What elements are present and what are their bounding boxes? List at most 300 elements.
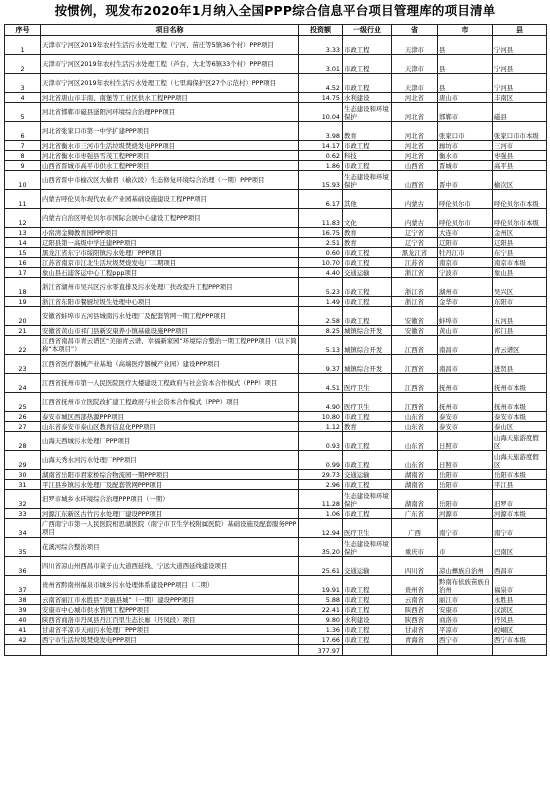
row-number-cell: 21: [5, 326, 41, 336]
city-cell: 平凉市: [438, 625, 493, 635]
investment-amount-cell: 9.37: [299, 355, 343, 374]
province-cell: 内蒙古: [392, 209, 438, 228]
investment-amount-cell: 25.61: [299, 557, 343, 576]
industry-cell: 城镇综合开发: [343, 336, 392, 355]
project-name-cell: 内蒙古呼伦贝尔现代农业产业园基础设施建设工程PPP项目: [41, 190, 299, 209]
table-row: [5, 228, 547, 238]
row-number-cell: 18: [5, 278, 41, 297]
industry-cell: 市政工程: [343, 161, 392, 171]
table-row: [5, 209, 547, 228]
row-number-cell: 23: [5, 355, 41, 374]
project-name-cell: 河源江东新区古竹污水处理厂建设PPP项目: [41, 509, 299, 519]
row-number-cell: 28: [5, 432, 41, 451]
city-cell: 岳阳市: [438, 480, 493, 490]
table-row: [5, 615, 547, 625]
project-name-cell: 内蒙古自治区呼伦贝尔市国际会展中心建设工程PPP项目: [41, 209, 299, 228]
industry-cell: 医疗卫生: [343, 393, 392, 412]
total-name-cell: [41, 645, 299, 656]
project-name-cell: 江西省医疗器械产业基地（高端医疗器械产业园）建设PPP项目: [41, 355, 299, 374]
county-cell: 金州区: [493, 228, 547, 238]
industry-cell: 市政工程: [343, 297, 392, 307]
investment-amount-cell: 14.75: [299, 93, 343, 103]
industry-cell: 市政工程: [343, 432, 392, 451]
investment-amount-cell: 9.80: [299, 615, 343, 625]
table-row: [5, 74, 547, 93]
county-cell: 崆峒区: [493, 625, 547, 635]
county-cell: 泰山区: [493, 422, 547, 432]
table-row: [5, 36, 547, 55]
city-cell: 日照市: [438, 451, 493, 470]
province-cell: 内蒙古: [392, 190, 438, 209]
province-cell: 河北省: [392, 103, 438, 122]
investment-amount-cell: 17.66: [299, 635, 343, 645]
table-row: [5, 490, 547, 509]
city-cell: 抚州市: [438, 374, 493, 393]
city-cell: 岳阳市: [438, 490, 493, 509]
project-name-cell: 江西省南昌市青云谱区“美丽青云谱、幸福新家园”环境综合整治一期工程PPP项目（以下简称“本项目”）: [42, 337, 297, 353]
county-cell: 巴南区: [493, 538, 547, 557]
table-row: [5, 519, 547, 538]
province-cell: 天津市: [392, 36, 438, 55]
city-cell: 晋城市: [438, 161, 493, 171]
row-number-cell: 17: [5, 268, 41, 278]
investment-amount-cell: 1.49: [299, 297, 343, 307]
table-row: [5, 248, 547, 258]
row-number-cell: 36: [5, 557, 41, 576]
county-cell: 福泉市: [493, 576, 547, 595]
project-name-cell: 山海天秀水河污水处理厂PPP项目: [41, 451, 299, 470]
county-cell: 象山县: [493, 268, 547, 278]
county-cell: 三河市: [493, 141, 547, 151]
county-cell: 宁河县: [493, 74, 547, 93]
county-cell: 呼伦贝尔市本级: [493, 190, 547, 209]
project-name-cell: 甘肃省平凉市天雨污水处理厂PPP项目: [41, 625, 299, 635]
investment-amount-cell: 35.20: [299, 538, 343, 557]
province-cell: 浙江省: [392, 297, 438, 307]
project-name-cell: 云南省丽江市永胜县“美丽县城”（一期）建设PPP项目: [41, 595, 299, 605]
province-cell: 天津市: [392, 55, 438, 74]
city-cell: 抚州市: [438, 393, 493, 412]
province-cell: 云南省: [392, 595, 438, 605]
investment-amount-cell: 0.99: [299, 451, 343, 470]
industry-cell: 生态建设和环境保护: [343, 171, 392, 190]
project-name-cell: 广西南宁市第一人民医院相思湖医院（南宁市卫生学校附属医院）基础设施及配套服务PPP项目: [41, 519, 299, 538]
industry-cell: 市政工程: [343, 605, 392, 615]
industry-cell: 市政工程: [343, 509, 392, 519]
city-cell: 张家口市: [438, 122, 493, 141]
row-number-cell: 8: [5, 151, 41, 161]
county-cell: 东宁县: [493, 248, 547, 258]
county-cell: 宁河县: [493, 36, 547, 55]
city-cell: 蚌埠市: [438, 307, 493, 326]
city-cell: 县: [438, 36, 493, 55]
row-number-cell: 30: [5, 470, 41, 480]
county-cell: 张家口市市本级: [493, 122, 547, 141]
county-cell: 东阳市: [493, 297, 547, 307]
table-row: [5, 412, 547, 422]
row-number-cell: 41: [5, 625, 41, 635]
table-row: [5, 93, 547, 103]
table-row: [5, 278, 547, 297]
county-cell: 泰安市本级: [493, 412, 547, 422]
row-number-cell: 3: [5, 74, 41, 93]
county-cell: 进贤县: [493, 355, 547, 374]
city-cell: 廊坊市: [438, 141, 493, 151]
province-cell: 青海省: [392, 635, 438, 645]
row-number-cell: 7: [5, 141, 41, 151]
project-name-cell: 天津市宁河区2019年农村生活污水处理工程（宁河、苗庄等5镇36个村）PPP项目: [41, 36, 299, 55]
investment-amount-cell: 8.25: [299, 326, 343, 336]
industry-cell: 教育: [343, 228, 392, 238]
investment-amount-cell: 5.13: [299, 336, 343, 355]
county-cell: 西宁市本级: [493, 635, 547, 645]
investment-amount-cell: 14.17: [299, 141, 343, 151]
project-name-cell: 平江县乡镇污水处理厂及配套管网PPP项目: [41, 480, 299, 490]
row-number-cell: 6: [5, 122, 41, 141]
investment-amount-cell: 3.33: [299, 36, 343, 55]
county-cell: 枣强县: [493, 151, 547, 161]
city-cell: 河源市: [438, 509, 493, 519]
investment-amount-cell: 0.93: [299, 432, 343, 451]
table-row: [5, 374, 547, 393]
city-cell: 黄山市: [438, 326, 493, 336]
header-county: 县: [493, 25, 547, 36]
table-row: [5, 480, 547, 490]
industry-cell: 教育: [343, 122, 392, 141]
project-name-cell: 小窑湾金狮教育园PPP项目: [41, 228, 299, 238]
project-name-cell: 泰安市城区西部热源PPP项目: [41, 412, 299, 422]
investment-amount-cell: 22.41: [299, 605, 343, 615]
industry-cell: 其他: [343, 190, 392, 209]
project-name-cell: 江西省抚州市第一人民医院医疗大楼建设工程政府与社会资本合作模式（PPP）项目: [41, 374, 299, 393]
city-cell: 大连市: [438, 228, 493, 238]
table-row: [5, 635, 547, 645]
total-county-cell: [493, 645, 547, 656]
table-row: [5, 422, 547, 432]
county-cell: 呼伦贝尔市本级: [493, 209, 547, 228]
city-cell: 晋中市: [438, 171, 493, 190]
project-name-cell: 河北省张家口市第一中学扩建PPP项目: [41, 122, 299, 141]
header-name: 项目名称: [41, 25, 299, 36]
project-name-cell: 西宁市生活垃圾焚烧发电PPP项目: [41, 635, 299, 645]
table-row: [5, 238, 547, 248]
row-number-cell: 32: [5, 490, 41, 509]
investment-amount-cell: 0.60: [299, 248, 343, 258]
total-no-cell: [5, 645, 41, 656]
county-cell: 高平县: [493, 161, 547, 171]
province-cell: 重庆市: [392, 538, 438, 557]
province-cell: 甘肃省: [392, 625, 438, 635]
city-cell: 宁波市: [438, 268, 493, 278]
project-name-cell: 山西省晋中市榆次区大榆君（榆次段）生态修复环境综合治理（一期）PPP项目: [41, 171, 299, 190]
county-cell: 南京市本级: [493, 258, 547, 268]
city-cell: 泰安市: [438, 412, 493, 422]
county-cell: 永胜县: [493, 595, 547, 605]
city-cell: 南京市: [438, 258, 493, 268]
project-name-cell: 贵州省黔南州福泉市城乡污水处理体系建设PPP项目（二期）: [41, 576, 299, 595]
project-name-cell: 陕西省商洛市丹凤县丹江百里生态长廊（丹凤段）项目: [41, 615, 299, 625]
row-number-cell: 34: [5, 519, 41, 538]
header-city: 市: [438, 25, 493, 36]
province-cell: 湖南省: [392, 470, 438, 480]
project-name-cell: 浙江省东阳市餐厨垃圾生处理中心项目: [41, 297, 299, 307]
industry-cell: 教育: [343, 238, 392, 248]
industry-cell: 市政工程: [343, 625, 392, 635]
province-cell: 安徽省: [392, 326, 438, 336]
investment-amount-cell: 2.58: [299, 307, 343, 326]
industry-cell: 交通运输: [343, 557, 392, 576]
table-row: [5, 509, 547, 519]
table-row: [5, 122, 547, 141]
header-province: 省: [392, 25, 438, 36]
header-no: 序号: [5, 25, 41, 36]
city-cell: 黔南布依族苗族自治州: [438, 576, 493, 595]
row-number-cell: 31: [5, 480, 41, 490]
province-cell: 四川省: [392, 557, 438, 576]
city-cell: 邯郸市: [438, 103, 493, 122]
project-name-cell: 浙江省湖州市吴兴区污水零直排及污水处理厂扶改提升工程PPP项目: [41, 278, 299, 297]
row-number-cell: 19: [5, 297, 41, 307]
industry-cell: 市政工程: [343, 55, 392, 74]
investment-amount-cell: 5.23: [299, 278, 343, 297]
row-number-cell: 25: [5, 393, 41, 412]
row-number-cell: 37: [5, 576, 41, 595]
city-cell: 市: [438, 538, 493, 557]
project-name-cell: 天津市宁河区2019年农村生活污水处理工程（芦台、大北等6镇33个村）PPP项目: [41, 55, 299, 74]
project-name-cell: 湖南省岳阳市君家桥综合物流园一期PPP项目: [41, 470, 299, 480]
county-cell: 祁门县: [493, 326, 547, 336]
industry-cell: 生态建设和环境保护: [343, 490, 392, 509]
table-row: [5, 161, 547, 171]
table-row: [5, 625, 547, 635]
province-cell: 辽宁省: [392, 238, 438, 248]
investment-amount-cell: 10.80: [299, 412, 343, 422]
city-cell: 唐山市: [438, 93, 493, 103]
row-number-cell: 40: [5, 615, 41, 625]
county-cell: 五河县: [493, 307, 547, 326]
city-cell: 县: [438, 55, 493, 74]
industry-cell: 市政工程: [343, 307, 392, 326]
table-row: [5, 451, 547, 470]
province-cell: 江苏省: [392, 258, 438, 268]
row-number-cell: 27: [5, 422, 41, 432]
industry-cell: 交通运输: [343, 470, 392, 480]
province-cell: 浙江省: [392, 278, 438, 297]
city-cell: 南宁市: [438, 519, 493, 538]
industry-cell: 城镇综合开发: [343, 326, 392, 336]
project-table: [4, 24, 547, 656]
table-header-row: [5, 25, 547, 36]
province-cell: 黑龙江省: [392, 248, 438, 258]
county-cell: 平江县: [493, 480, 547, 490]
row-number-cell: 5: [5, 103, 41, 122]
row-number-cell: 29: [5, 451, 41, 470]
table-row: [5, 297, 547, 307]
row-number-cell: 16: [5, 258, 41, 268]
industry-cell: 水利建设: [343, 93, 392, 103]
industry-cell: 教育: [343, 422, 392, 432]
province-cell: 山东省: [392, 432, 438, 451]
province-cell: 江西省: [392, 393, 438, 412]
province-cell: 河北省: [392, 141, 438, 151]
industry-cell: 市政工程: [343, 451, 392, 470]
table-row: [5, 336, 547, 355]
investment-amount-cell: 1.06: [299, 509, 343, 519]
city-cell: 辽阳市: [438, 238, 493, 248]
table-row: [5, 576, 547, 595]
table-row: [5, 470, 547, 480]
row-number-cell: 20: [5, 307, 41, 326]
province-cell: 陕西省: [392, 615, 438, 625]
project-name-cell: 象山县石浦客运中心工程ppp项目: [41, 268, 299, 278]
county-cell: 青云谱区: [493, 336, 547, 355]
investment-amount-cell: 6.17: [299, 190, 343, 209]
investment-amount-cell: 1.12: [299, 422, 343, 432]
industry-cell: 市政工程: [343, 576, 392, 595]
header-industry: 一级行业: [343, 25, 392, 36]
county-cell: 丹凤县: [493, 615, 547, 625]
total-province-cell: [392, 645, 438, 656]
province-cell: 山东省: [392, 451, 438, 470]
project-name-cell: 山海天西城污水处理厂PPP项目: [41, 432, 299, 451]
table-row: [5, 393, 547, 412]
province-cell: 河北省: [392, 93, 438, 103]
province-cell: 广东省: [392, 509, 438, 519]
industry-cell: 市政工程: [343, 258, 392, 268]
province-cell: 湖南省: [392, 480, 438, 490]
row-number-cell: 22: [5, 336, 41, 355]
table-row: [5, 538, 547, 557]
industry-cell: 市政工程: [343, 480, 392, 490]
investment-amount-cell: 15.93: [299, 171, 343, 190]
industry-cell: 医疗卫生: [343, 374, 392, 393]
row-number-cell: 33: [5, 509, 41, 519]
project-name-cell: 山东省泰安市泰山区教育信息化PPP项目: [41, 422, 299, 432]
total-amount: 377.97: [299, 645, 343, 656]
project-name-cell: 汨罗市城乡水环境综合治理PPP项目（一期）: [41, 490, 299, 509]
row-number-cell: 1: [5, 36, 41, 55]
city-cell: 南昌市: [438, 355, 493, 374]
project-name-cell: 安徽省黄山市祁门县新安康养小镇基础设施PPP项目: [41, 326, 299, 336]
province-cell: 浙江省: [392, 268, 438, 278]
investment-amount-cell: 19.91: [299, 576, 343, 595]
project-name-cell: 河北省唐山市丰南、南堡等工业区供水工程PPP项目: [41, 93, 299, 103]
industry-cell: 市政工程: [343, 412, 392, 422]
province-cell: 辽宁省: [392, 228, 438, 238]
city-cell: 日照市: [438, 432, 493, 451]
table-row: [5, 307, 547, 326]
county-cell: 辽阳县: [493, 238, 547, 248]
investment-amount-cell: 0.62: [299, 151, 343, 161]
table-row: [5, 171, 547, 190]
investment-amount-cell: 29.73: [299, 470, 343, 480]
city-cell: 西宁市: [438, 635, 493, 645]
industry-cell: 市政工程: [343, 74, 392, 93]
project-name-cell: 河北省邯郸市磁县滏阳河环境综合治理PPP项目: [41, 103, 299, 122]
table-row: [5, 432, 547, 451]
project-name-cell: 天津市宁河区2019年农村生活污水处理工程（七里海保护区27个示范村）PPP项目: [41, 74, 299, 93]
province-cell: 湖南省: [392, 490, 438, 509]
province-cell: 河北省: [392, 122, 438, 141]
row-number-cell: 12: [5, 209, 41, 228]
city-cell: 湖州市: [438, 278, 493, 297]
province-cell: 山西省: [392, 161, 438, 171]
county-cell: 山海天旅游度假区: [493, 451, 547, 470]
city-cell: 牡丹江市: [438, 248, 493, 258]
industry-cell: 科技: [343, 151, 392, 161]
project-name-cell: 花溪河综合整治项目: [41, 538, 299, 557]
row-number-cell: 9: [5, 161, 41, 171]
county-cell: 山海天旅游度假区: [493, 432, 547, 451]
province-cell: 江西省: [392, 336, 438, 355]
total-row: [5, 645, 547, 656]
county-cell: 岳阳市本级: [493, 470, 547, 480]
table-row: [5, 103, 547, 122]
industry-cell: 生态建设和环境保护: [343, 103, 392, 122]
row-number-cell: 11: [5, 190, 41, 209]
investment-amount-cell: 2.51: [299, 238, 343, 248]
county-cell: 河源市本级: [493, 509, 547, 519]
row-number-cell: 26: [5, 412, 41, 422]
city-cell: 呼伦贝尔市: [438, 209, 493, 228]
industry-cell: 文化: [343, 209, 392, 228]
investment-amount-cell: 1.86: [299, 161, 343, 171]
industry-cell: 医疗卫生: [343, 519, 392, 538]
table-row: [5, 595, 547, 605]
county-cell: 汨罗市: [493, 490, 547, 509]
investment-amount-cell: 10.04: [299, 103, 343, 122]
industry-cell: 交通运输: [343, 268, 392, 278]
province-cell: 陕西省: [392, 605, 438, 615]
table-row: [5, 268, 547, 278]
row-number-cell: 13: [5, 228, 41, 238]
city-cell: 衡水市: [438, 151, 493, 161]
table-row: [5, 151, 547, 161]
industry-cell: 市政工程: [343, 36, 392, 55]
province-cell: 山西省: [392, 171, 438, 190]
investment-amount-cell: 5.88: [299, 595, 343, 605]
industry-cell: 市政工程: [343, 595, 392, 605]
row-number-cell: 4: [5, 93, 41, 103]
project-name-cell: 河北省衡水市三河市生活垃圾焚烧发电PPP项目: [41, 141, 299, 151]
row-number-cell: 14: [5, 238, 41, 248]
investment-amount-cell: 3.01: [299, 55, 343, 74]
investment-amount-cell: 3.98: [299, 122, 343, 141]
province-cell: 河北省: [392, 151, 438, 161]
industry-cell: 市政工程: [343, 248, 392, 258]
county-cell: 南宁市: [493, 519, 547, 538]
industry-cell: 生态建设和环境保护: [343, 538, 392, 557]
city-cell: 岳阳市: [438, 470, 493, 480]
industry-cell: 市政工程: [343, 278, 392, 297]
county-cell: 吴兴区: [493, 278, 547, 297]
project-name-cell: 四川省凉山州西昌市菜子山大道西延线、宁远大道西延线建设项目: [41, 557, 299, 576]
province-cell: 天津市: [392, 74, 438, 93]
investment-amount-cell: 4.40: [299, 268, 343, 278]
table-row: [5, 55, 547, 74]
project-name-cell: 黑龙江省东宁市绥阳镇污水处理厂PPP项目: [41, 248, 299, 258]
table-row: [5, 141, 547, 151]
county-cell: 丰南区: [493, 93, 547, 103]
city-cell: 丽江市: [438, 595, 493, 605]
county-cell: 抚州市本级: [493, 393, 547, 412]
total-industry-cell: [343, 645, 392, 656]
project-name-cell: 河北省衡水市枣强县雪茂工程PPP项目: [41, 151, 299, 161]
county-cell: 西昌市: [493, 557, 547, 576]
row-number-cell: 24: [5, 374, 41, 393]
row-number-cell: 10: [5, 171, 41, 190]
province-cell: 山东省: [392, 412, 438, 422]
